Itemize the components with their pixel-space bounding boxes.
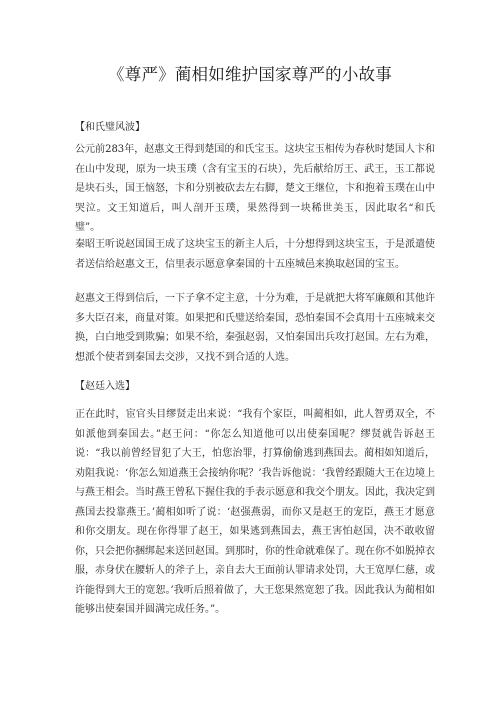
section-heading-heshibi: 【和氏璧风波】 bbox=[75, 122, 145, 133]
paragraph-heshibi-origin: 公元前283年，赵惠文王得到楚国的和氏宝玉。这块宝玉相传为春秋时楚国人卞和在山中发现，原为一块玉璞（含有宝玉的石块），先后献给厉王、武王，玉工都说是块石头，国王恼怒，卞和分别被砍去左右脚，楚文王继位，卞和抱着玉璞在山中哭泣。文王知道后，叫人剖开玉璞，果然得到一块稀世美玉，因此取名“和氏璧”。 bbox=[75, 144, 435, 233]
paragraph-zhao-dilemma: 赵惠文王得到信后，一下子拿不定主意，十分为难，于是就把大将军廉颇和其他许多大臣召来，商量对策。如果把和氏璧送给秦国，恐怕秦国不会真用十五座城来交换，白白地受到欺骗；如果不给，秦强赵弱，又怕秦国出兵攻打赵国。左右为难，想派个使者到秦国去交涉，又找不到合适的人选。 bbox=[75, 293, 435, 363]
document-title: 《尊严》蔺相如维护国家尊严的小故事 bbox=[108, 65, 392, 84]
paragraph-miao-xian-recommendation: 正在此时，宦官头目缪贤走出来说：“我有个家臣，叫蔺相如，此人智勇双全，不如派他到秦国去。”赵王问：“你怎么知道他可以出使秦国呢？缪贤就告诉赵王说：“我以前曾经冒犯了大王，怕您治罪，打算偷偷逃到燕国去。蔺相如知道后，劝阻我说：‘你怎么知道燕王会接纳你呢？’我告诉他说：‘我曾经跟随大王在边境上与燕王相会。当时燕王曾私下握住我的手表示愿意和我交个朋友。因此，我决定到燕国去投靠燕王。’蔺相如听了说：‘赵强燕弱，而你又是赵王的宠臣，燕王才愿意和你交朋友。现在你得罪了赵王，如果逃到燕国去，燕王害怕赵国，决不敢收留你，只会把你捆绑起来送回赵国。到那时，你的性命就难保了。现在你不如脱掉衣服，赤身伏在腰斩人的斧子上，亲自去大王面前认罪请求处罚，大王宽厚仁慈，或许能得到大王的宽恕。’我听后照着做了，大王您果然宽恕了我。因此我认为蔺相如能够出使秦国并圆满完成任务。”。 bbox=[75, 409, 435, 615]
section-heading-selection: 【赵廷入选】 bbox=[75, 381, 135, 392]
paragraph-qin-request: 秦昭王听说赵国国王成了这块宝玉的新主人后，十分想得到这块宝玉，于是派遣使者送信给赵惠文王，信里表示愿意拿秦国的十五座城邑来换取赵国的宝玉。 bbox=[75, 239, 435, 270]
